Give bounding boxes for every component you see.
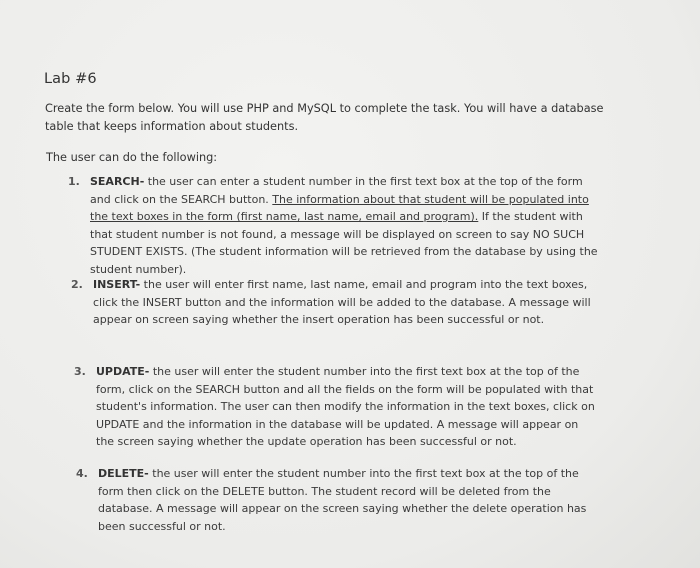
list-item-insert: [71, 276, 608, 329]
item-number: 1.: [68, 175, 80, 188]
item-text: the user will enter first name, last name, email and program into the text boxes, click the INSERT button and the information will be added to the database. A message will appear on screen saying whether the insert operation has been successful or not.: [93, 278, 591, 326]
item-label: INSERT-: [93, 278, 141, 291]
intro-paragraph: Create the form below. You will use PHP and MySQL to complete the task. You will have a database table that keeps information about students.: [45, 102, 604, 133]
list-item-search: [68, 173, 605, 278]
item-text: the user will enter the student number into the first text box at the top of the form then click on the DELETE button. The student record will be deleted from the database. A message will appear on the screen saying whether the delete operation has been successful or not.: [98, 467, 587, 533]
subheading: The user can do the following:: [46, 151, 218, 164]
item-number: 4.: [76, 467, 88, 480]
item-number: 2.: [71, 278, 83, 291]
item-label: SEARCH-: [90, 175, 145, 188]
item-text: the user will enter the student number into the first text box at the top of the form, click on the SEARCH button and all the fields on the form will be populated with that student's information. The user can then modify the information in the text boxes, click on UPDATE and the information in the database will be updated. A message will appear on the screen saying whether the update operation has been successful or not.: [96, 365, 595, 448]
item-label: DELETE-: [98, 467, 149, 480]
list-item-update: [74, 363, 596, 451]
item-number: 3.: [74, 365, 86, 378]
item-text: If the student with that student number is not found, a message will be displayed on screen to say NO SUCH STUDENT EXISTS. (The student information will be retrieved from the database by using the student number).: [90, 210, 598, 276]
lab-title: Lab #6: [44, 71, 97, 87]
item-text-underlined: The information about that student will be populated into the text boxes in the form (first name, last name, email and program).: [90, 192, 589, 223]
item-text: the user can enter a student number in the first text box at the top of the form and click on the SEARCH button.: [90, 175, 583, 206]
item-label: UPDATE-: [96, 365, 150, 378]
list-item-delete: [76, 465, 598, 535]
